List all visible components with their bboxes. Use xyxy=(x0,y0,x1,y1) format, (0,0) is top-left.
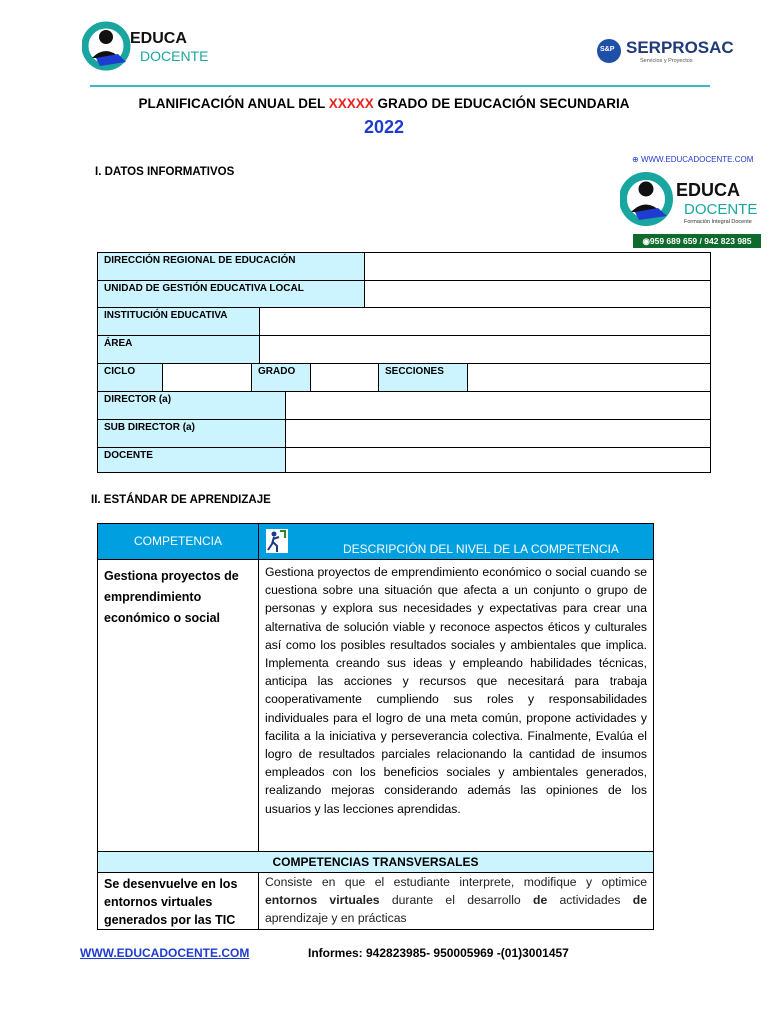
value-grado[interactable] xyxy=(311,364,379,391)
table-row-competencia xyxy=(98,560,653,852)
table-row xyxy=(98,364,710,392)
desc-part: durante el desarrollo xyxy=(379,893,533,907)
serprosac-tagline: Servicios y Proyectos xyxy=(640,58,693,64)
promo-logo-docente: DOCENTE xyxy=(684,201,758,218)
value-dre[interactable] xyxy=(365,253,710,280)
transversal-description xyxy=(259,873,653,929)
footer-contact-info: Informes: 942823985- 950005969 -(01)3001457 xyxy=(308,946,569,960)
value-subdirector[interactable] xyxy=(286,420,710,447)
table-row xyxy=(98,308,710,336)
label-director: DIRECTOR (a) xyxy=(98,392,286,419)
section-estandar-aprendizaje: II. ESTÁNDAR DE APRENDIZAJE xyxy=(91,494,271,506)
transversal-header: COMPETENCIAS TRANSVERSALES xyxy=(98,852,653,873)
value-ugel[interactable] xyxy=(365,281,710,307)
desc-part: actividades xyxy=(547,893,633,907)
globe-icon: ⊕ xyxy=(632,155,641,164)
table-row-transversal xyxy=(98,873,653,929)
footer-url-link[interactable]: WWW.EDUCADOCENTE.COM xyxy=(80,946,250,960)
desc-bold: entornos virtuales xyxy=(265,893,380,907)
title-prefix: PLANIFICACIÓN ANUAL DEL xyxy=(138,96,329,111)
table-row xyxy=(98,448,710,472)
desc-bold: de xyxy=(632,893,647,907)
table-row xyxy=(98,392,710,420)
table-row xyxy=(98,420,710,448)
value-docente[interactable] xyxy=(286,448,710,472)
title-suffix: GRADO DE EDUCACIÓN SECUNDARIA xyxy=(373,96,630,111)
page-year: 2022 xyxy=(363,117,405,137)
transversal-competencia-name: Se desenvuelve en los entornos virtuales generados por las TIC xyxy=(98,873,259,929)
label-ugel: UNIDAD DE GESTIÓN EDUCATIVA LOCAL xyxy=(98,281,365,307)
desc-part: Consiste en que el estudiante interprete, modifique y optimice xyxy=(265,875,647,889)
logo-text-docente: DOCENTE xyxy=(140,48,209,64)
value-institucion[interactable] xyxy=(260,308,710,335)
page-title xyxy=(0,96,768,111)
competencia-table-header xyxy=(98,524,653,560)
label-ciclo: CICLO xyxy=(98,364,163,391)
table-row xyxy=(98,336,710,364)
serprosac-logo xyxy=(596,34,736,68)
label-docente: DOCENTE xyxy=(98,448,286,472)
table-row xyxy=(98,281,710,308)
desc-bold: de xyxy=(533,893,548,907)
label-area: ÁREA xyxy=(98,336,260,363)
promo-url-text: WWW.EDUCADOCENTE.COM xyxy=(640,155,754,164)
header-divider xyxy=(90,85,710,87)
educa-docente-promo-logo xyxy=(620,168,765,230)
whatsapp-icon: ◉ xyxy=(642,236,650,246)
serprosac-name: SERPROSAC xyxy=(626,38,734,57)
desc-part: aprendizaje y en prácticas xyxy=(265,911,407,925)
competencia-description: Gestiona proyectos de emprendimiento económico o social cuando se cuestiona sobre una situación que afecta a un conjunto o grupo de personas y explora sus necesidades y expectativas para crear una alternativa de solución viable y reconoce aspectos éticos y culturales así como los posibles resultados sociales y ambientales que implica. Implementa creando sus ideas y empleando habilidades técnicas, anticipa las acciones y recursos que necesitará para trabaja cooperativamente cumpliendo sus roles y responsabilidades individuales para el logro de una meta común, propone actividades y facilita a la iniciativa y perseverancia colectiva. Finalmente, Evalúa el logro de resultados parciales relacionando la cantidad de insumos empleados con los beneficios sociales y ambientales generados, realizando mejoras considerando además las opiniones de los usuarios y las lecciones aprendidas. xyxy=(265,565,647,816)
value-ciclo[interactable] xyxy=(163,364,252,391)
value-area[interactable] xyxy=(260,336,710,363)
label-institucion: INSTITUCIÓN EDUCATIVA xyxy=(98,308,260,335)
promo-logo-tag: Formación Integral Docente xyxy=(684,219,752,225)
label-secciones: SECCIONES xyxy=(379,364,468,391)
logo-text-educa: EDUCA xyxy=(130,30,187,47)
runner-goal-icon xyxy=(265,528,289,554)
datos-informativos-table xyxy=(97,252,711,473)
promo-phone-text: 959 689 659 / 942 823 985 xyxy=(649,236,752,246)
header-descripcion-cell xyxy=(259,524,653,559)
competencia-name: Gestiona proyectos de emprendimiento económico o social xyxy=(98,560,259,851)
label-subdirector: SUB DIRECTOR (a) xyxy=(98,420,286,447)
label-dre: DIRECCIÓN REGIONAL DE EDUCACIÓN xyxy=(98,253,365,280)
table-row xyxy=(98,253,710,281)
label-grado: GRADO xyxy=(252,364,311,391)
header-competencia: COMPETENCIA xyxy=(98,524,259,559)
title-grade-placeholder: XXXXX xyxy=(328,96,374,111)
promo-phone[interactable] xyxy=(633,234,761,248)
value-secciones[interactable] xyxy=(468,364,710,391)
serprosac-badge: S&P xyxy=(600,46,615,53)
promo-logo-educa: EDUCA xyxy=(676,180,741,200)
value-director[interactable] xyxy=(286,392,710,419)
header-descripcion: DESCRIPCIÓN DEL NIVEL DE LA COMPETENCIA xyxy=(343,542,619,556)
promo-url[interactable] xyxy=(632,155,753,164)
section-datos-informativos: I. DATOS INFORMATIVOS xyxy=(95,166,235,178)
competencia-table xyxy=(97,523,654,930)
